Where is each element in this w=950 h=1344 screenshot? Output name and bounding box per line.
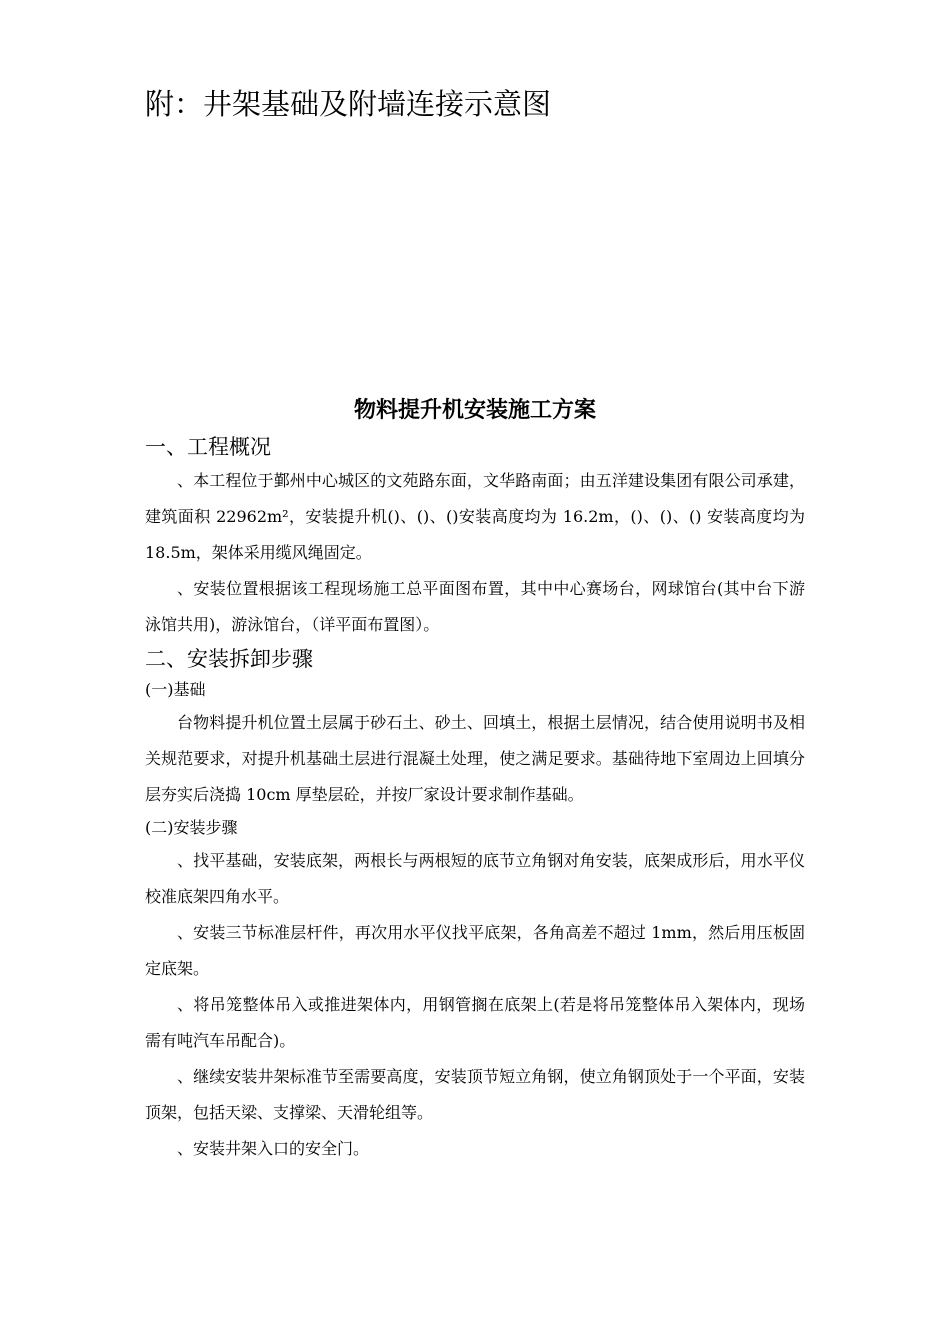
paragraph: 、安装井架入口的安全门。 [177,1139,370,1158]
paragraph: 、继续安装井架标准节至需要高度，安装顶节短立角钢，使立角钢顶处于一个平面，安装顶架，包括天梁、支撑梁、天滑轮组等。 [145,1067,805,1122]
paragraph: 、找平基础，安装底架，两根长与两根短的底节立角钢对角安装，底架成形后，用水平仪校准底架四角水平。 [145,851,805,906]
document-body [145,431,805,1167]
subsection-heading-steps: (二)安装步骤 [145,818,238,837]
paragraph: 、安装三节标准层杆件，再次用水平仪找平底架，各角高差不超过 1mm，然后用压板固定底架。 [145,923,805,978]
subsection-heading-foundation: (一)基础 [145,680,206,699]
section-heading-overview: 一、工程概况 [145,435,271,459]
paragraph: 、安装位置根据该工程现场施工总平面图布置，其中中心赛场台，网球馆台(其中台下游泳馆共用)，游泳馆台，（详平面布置图）。 [145,579,805,634]
section-heading-install-steps: 二、安装拆卸步骤 [145,647,313,671]
paragraph: 、本工程位于鄞州中心城区的文苑路东面，文华路南面；由五洋建设集团有限公司承建，建筑面积 22962m²，安装提升机()、()、()安装高度均为 16.2m，()、()、() 安装高度均为 18.5m，架体采用缆风绳固定。 [145,471,805,562]
appendix-title: 附：井架基础及附墙连接示意图 [145,87,552,121]
paragraph: 、将吊笼整体吊入或推进架体内，用钢管搁在底架上(若是将吊笼整体吊入架体内，现场需有吨汽车吊配合)。 [145,995,805,1050]
paragraph: 台物料提升机位置土层属于砂石土、砂土、回填土，根据土层情况，结合使用说明书及相关规范要求，对提升机基础土层进行混凝土处理，使之满足要求。基础待地下室周边上回填分层夯实后浇捣 10cm 厚垫层砼，并按厂家设计要求制作基础。 [145,713,805,804]
document-title: 物料提升机安装施工方案 [353,398,596,423]
